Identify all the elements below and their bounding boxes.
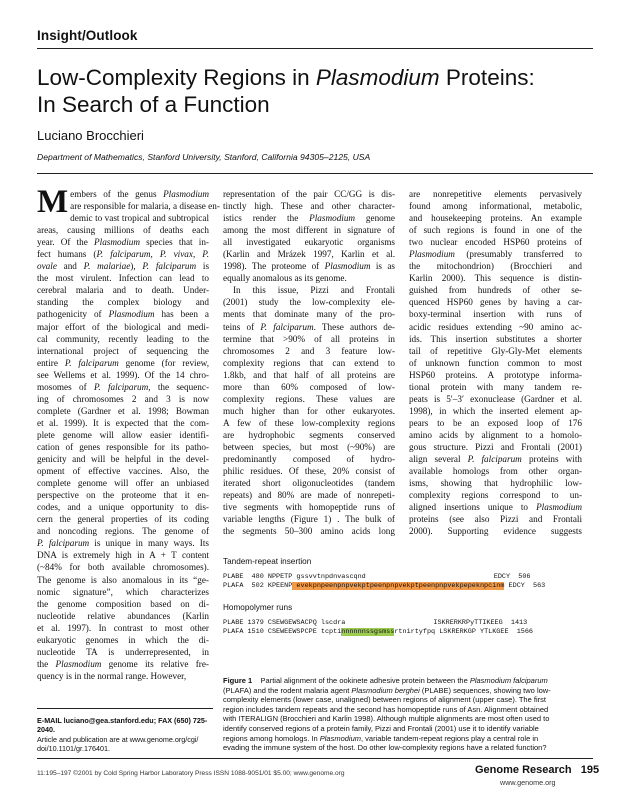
caption-line: identify conserved regions of a protein family, Pizzi and Frontali (2001) use it to identify variable [223,723,539,733]
text-line: found among informational, metabolic, [409,201,582,212]
caption-line: with ITERALIGN (Brocchieri and Karlin 1998). Although multiple alignments are most often used to [223,714,550,724]
affiliation: Department of Mathematics, Stanford University, Stanford, California 94305–2125, USA [37,152,371,162]
text-line: nucleotide TA is underrepresented, in [37,646,209,657]
figure-1 [223,557,593,637]
text-line: entire P. falciparum genome (for review, [37,357,209,368]
text-line: (~84% for both available chromosomes). [37,562,209,573]
text-line: areas, causing millions of deaths each [37,225,209,236]
text-line: complete (Gardner et al. 1998; Bowman [37,405,209,416]
text-line: nucleotide relative abundances (Karlin [37,610,209,621]
text-line: codes, and a unique opportunity to dis- [37,502,209,513]
text-line: repeats) and 80% are made of nonrepeti- [223,490,395,501]
text-line: A few of these low-complexity regions [223,417,395,428]
text-line: Plasmodium (presumably transferred to [409,249,582,260]
contact-online-1: Article and publication are at www.genome.org/cgi/ [37,734,199,744]
text-line: 2000). Supporting evidence suggests [409,526,582,537]
footer-citation: 11:195–197 ©2001 by Cold Spring Harbor Laboratory Press ISSN 1088-9051/01 $5.00; www.genome.org [37,770,345,777]
text-line: tional protein with many tandem re- [409,381,582,392]
text-line: termine that >90% of all proteins in [223,333,395,344]
text-line: proteins (see also Pizzi and Frontali [409,514,582,525]
text-line: DNA is extremely high in A + T content [37,550,209,561]
text-line: ing of chromosomes 2 and 3 is now [37,393,209,404]
text-line: cal community, recently leading to the [37,333,209,344]
text-line: eukaryotic genomes in which the di- [37,634,209,645]
title-rule [37,173,593,174]
text-line: chromosomes 2 and 3 feature low- [223,345,395,356]
title-genus: Plasmodium [315,65,440,90]
text-line: equally anomalous as its genome. [223,273,347,284]
text-line: (2001) study the low-complexity ele- [223,297,395,308]
text-line: the segments 50–300 amino acids long [223,526,395,537]
text-line: align several P. falciparum proteins with [409,454,582,465]
text-line: In this issue, Pizzi and Frontali [233,285,395,296]
text-line: HSP60 proteins. A prototype informa- [409,369,582,380]
footer-url: www.genome.org [500,778,556,787]
text-line: complexity regions correspond to un- [409,490,582,501]
title-line-2: In Search of a Function [37,92,270,117]
text-line: genicity and will be helpful in the devel- [37,454,209,465]
text-line: aligned insertions unique to Plasmodium [409,502,582,513]
text-line: the Plasmodium genome its relative fre- [37,658,209,669]
text-line: variable lengths (Figure 1) . The bulk of [223,514,395,525]
caption-line: complexity elements (lower case, unaligned) between regions of alignment (upper case). The first [223,695,546,705]
alignment-row: PLAFA 1510 CSEWEEWSPCPE tcptinnnnnnssgsmssrtnirtyfpq LSKRERKGP YTLKGEE 1566 [223,628,534,636]
contact-online-2: doi/10.1101/gr.176401. [37,743,111,753]
article-title [37,64,597,118]
figure-caption [223,676,593,753]
text-line: guished from hundreds of other se- [409,285,582,296]
body-column-3 [409,188,582,537]
text-line: available homologs from other organ- [409,466,582,477]
caption-line: Figure 1 Partial alignment of the ookinete adhesive protein between the Plasmodium falciparum [223,676,548,685]
text-line: et al. 1999). It is expected that the com- [37,417,209,428]
text-line: major effort of the biological and medi- [37,321,209,332]
text-line: philic residues. Of these, 20% consist of [223,466,395,477]
section-label: Insight/Outlook [37,28,138,43]
text-line: cern the general properties of its coding [37,514,209,525]
text-line: opment of effective vaccines. Also, the [37,466,209,477]
text-line: more than 60% composed of low- [223,381,395,392]
alignment-row: PLABE 1379 CSEWGEWSACPQ lscdra ISKRERKRPyTTIKEEG 1413 [223,619,528,627]
text-line: the genome composition based on di- [37,598,209,609]
text-line: of unknown function common to most [409,357,582,368]
text-line: of such regions is found in one of the [409,225,582,236]
homopolymer-highlight: nnnnnnssgsmss [341,628,395,636]
text-line: year. Of the Plasmodium species that in- [37,237,209,248]
text-line: complete genome will offer an unbiased [37,478,209,489]
text-line: tinctly high. These and other character- [223,201,395,212]
text-line: and housekeeping proteins. An example [409,213,582,224]
text-line: ovale and P. malariae), P. falciparum is [37,261,210,272]
text-line: much higher than for other eukaryotes. [223,405,395,416]
text-line: ids. This insertion substitutes a shorter [409,333,582,344]
text-line: among the most different in signature of [223,225,395,236]
text-line: fect humans (P. falciparum, P. vivax, P. [37,249,209,260]
text-line: between species, but most (~90%) are [223,441,395,452]
text-line: see Wellems et al. 1999). Of the 14 chro- [37,369,209,380]
text-line: predominantly composed of hydro- [223,454,395,465]
footer-journal: Genome Research 195 [475,764,600,776]
contact-email: E-MAIL luciano@gea.stanford.edu; FAX (650) 725-2040. [37,716,208,735]
text-line: peats is 5′–3′ exonuclease (Gardner et al. [409,393,582,404]
text-line: Members of the genus Plasmodium [37,184,209,220]
drop-cap: M [37,184,69,220]
text-line: gous structure. Pizzi and Frontali (2001) [409,441,582,452]
text-line: 1.8kb, and that half of all proteins are [223,369,395,380]
title-part: Proteins: [439,65,535,90]
text-line: boxy-terminal insertion with runs of [409,309,582,320]
text-line: standing the complex biology and [37,297,209,308]
text-line: The genome is also anomalous in its “ge- [37,574,209,585]
text-line: the mitochondrion) (Brocchieri and [409,261,582,272]
text-line: perspective on the proteome that it en- [37,490,209,501]
text-line: are hydrophobic segments conserved [223,429,395,440]
panel-title-tandem: Tandem-repeat insertion [223,557,312,566]
panel-title-homopolymer: Homopolymer runs [223,603,293,612]
text-line: cation of genes responsible for its patho- [37,441,209,452]
title-part: Low-Complexity Regions in [37,65,316,90]
text-line: iterated short oligonucleotides (tandem [223,478,395,489]
caption-line: region includes tandem repeats and the second has homopeptide runs of Asn. Alignment obtained [223,704,549,714]
text-line: pears to be an exposed loop of 176 [409,417,582,428]
tandem-repeat-highlight: evekpnpeenpnpvekptpeenpnpvekptpeenpnpvekpepeknpcinm [292,582,505,590]
text-line: tive segments with homopeptide runs of [223,502,395,513]
text-line: P. falciparum is unique in many ways. Its [37,538,209,549]
page-number: 195 [580,764,600,776]
text-line: international project of sequencing the [37,345,209,356]
text-line: tail of repetitive Gly-Gly-Met elements [409,345,582,356]
caption-line: (PLAFA) and the rodent malaria agent Plasmodium berghei (PLABE) sequences, showing two low- [223,685,551,695]
text-line: mosomes of P. falciparum, the sequenc- [37,381,209,392]
text-line: et al. 1997). In contrast to most other [37,622,209,633]
text-line: Karlin 2000). This sequence is distin- [409,273,582,284]
text-line: are nonrepetitive elements pervasively [409,189,582,199]
text-line: teins of P. falciparum. These authors de- [223,321,395,332]
contact-rule [37,708,213,709]
caption-line: regions among homologs. In Plasmodium, variable tandem-repeat regions play a central role in [223,733,539,743]
figure-label: Figure 1 [223,676,253,685]
text-line: nomic signature”, which characterizes [37,586,209,597]
caption-line: evading the immune system of the host. Do other low-complexity regions have a related function? [223,743,547,753]
text-line: isms, showing that hydrophilic low- [409,478,582,489]
contact-info [37,716,213,753]
alignment-row: PLABE 480 NPPETP gssvvtnpdnvascqnd EDCY 506 [223,573,531,581]
text-line: representation of the pair CC/GG is dis- [223,189,395,199]
text-line: (Karlin and Mrázek 1997, Karlin et al. [223,249,395,260]
text-line: 1998), in which the inserted element ap- [409,405,582,416]
text-line: 1998). The proteome of Plasmodium is as [223,261,396,272]
text-line: istics render the Plasmodium genome [223,213,395,224]
text-line: quency is in the normal range. However, [37,670,187,681]
text-line: pathogenicity of Plasmodium has been a [37,309,209,320]
footer-rule [37,758,593,759]
text-line: acidic residues extending ~90 amino ac- [409,321,582,332]
body-column-1 [37,184,220,682]
header-rule [37,48,593,49]
author-name: Luciano Brocchieri [37,128,144,143]
alignment-row: PLAFA 502 KPEENP evekpnpeenpnpvekptpeenpnpvekptpeenpnpvekpepeknpcinm EDCY 563 [223,582,546,590]
body-column-2 [223,188,395,537]
text-line: amino acids by alignment to a homolo- [409,429,582,440]
text-line: plete genome will allow easier identifi- [37,429,209,440]
text-line: the most virulent. Infection can lead to [37,273,209,284]
text-line: ments that dominate many of the pro- [223,309,395,320]
text-line: all investigated eukaryotic organisms [223,237,395,248]
text-line: complexity regions. These values are [223,393,395,404]
text-line: demic to vast tropical and subtropical [70,213,209,224]
text-line: complexity regions that can extend to [223,357,395,368]
text-line: quenced HSP60 genes by having a car- [409,297,582,308]
text-line: and noncoding regions. The genome of [37,526,209,537]
text-line: two nuclear encoded HSP60 proteins of [409,237,582,248]
text-line: cerebral malaria and to death. Under- [37,285,209,296]
text-line: are responsible for malaria, a disease en- [70,201,220,212]
